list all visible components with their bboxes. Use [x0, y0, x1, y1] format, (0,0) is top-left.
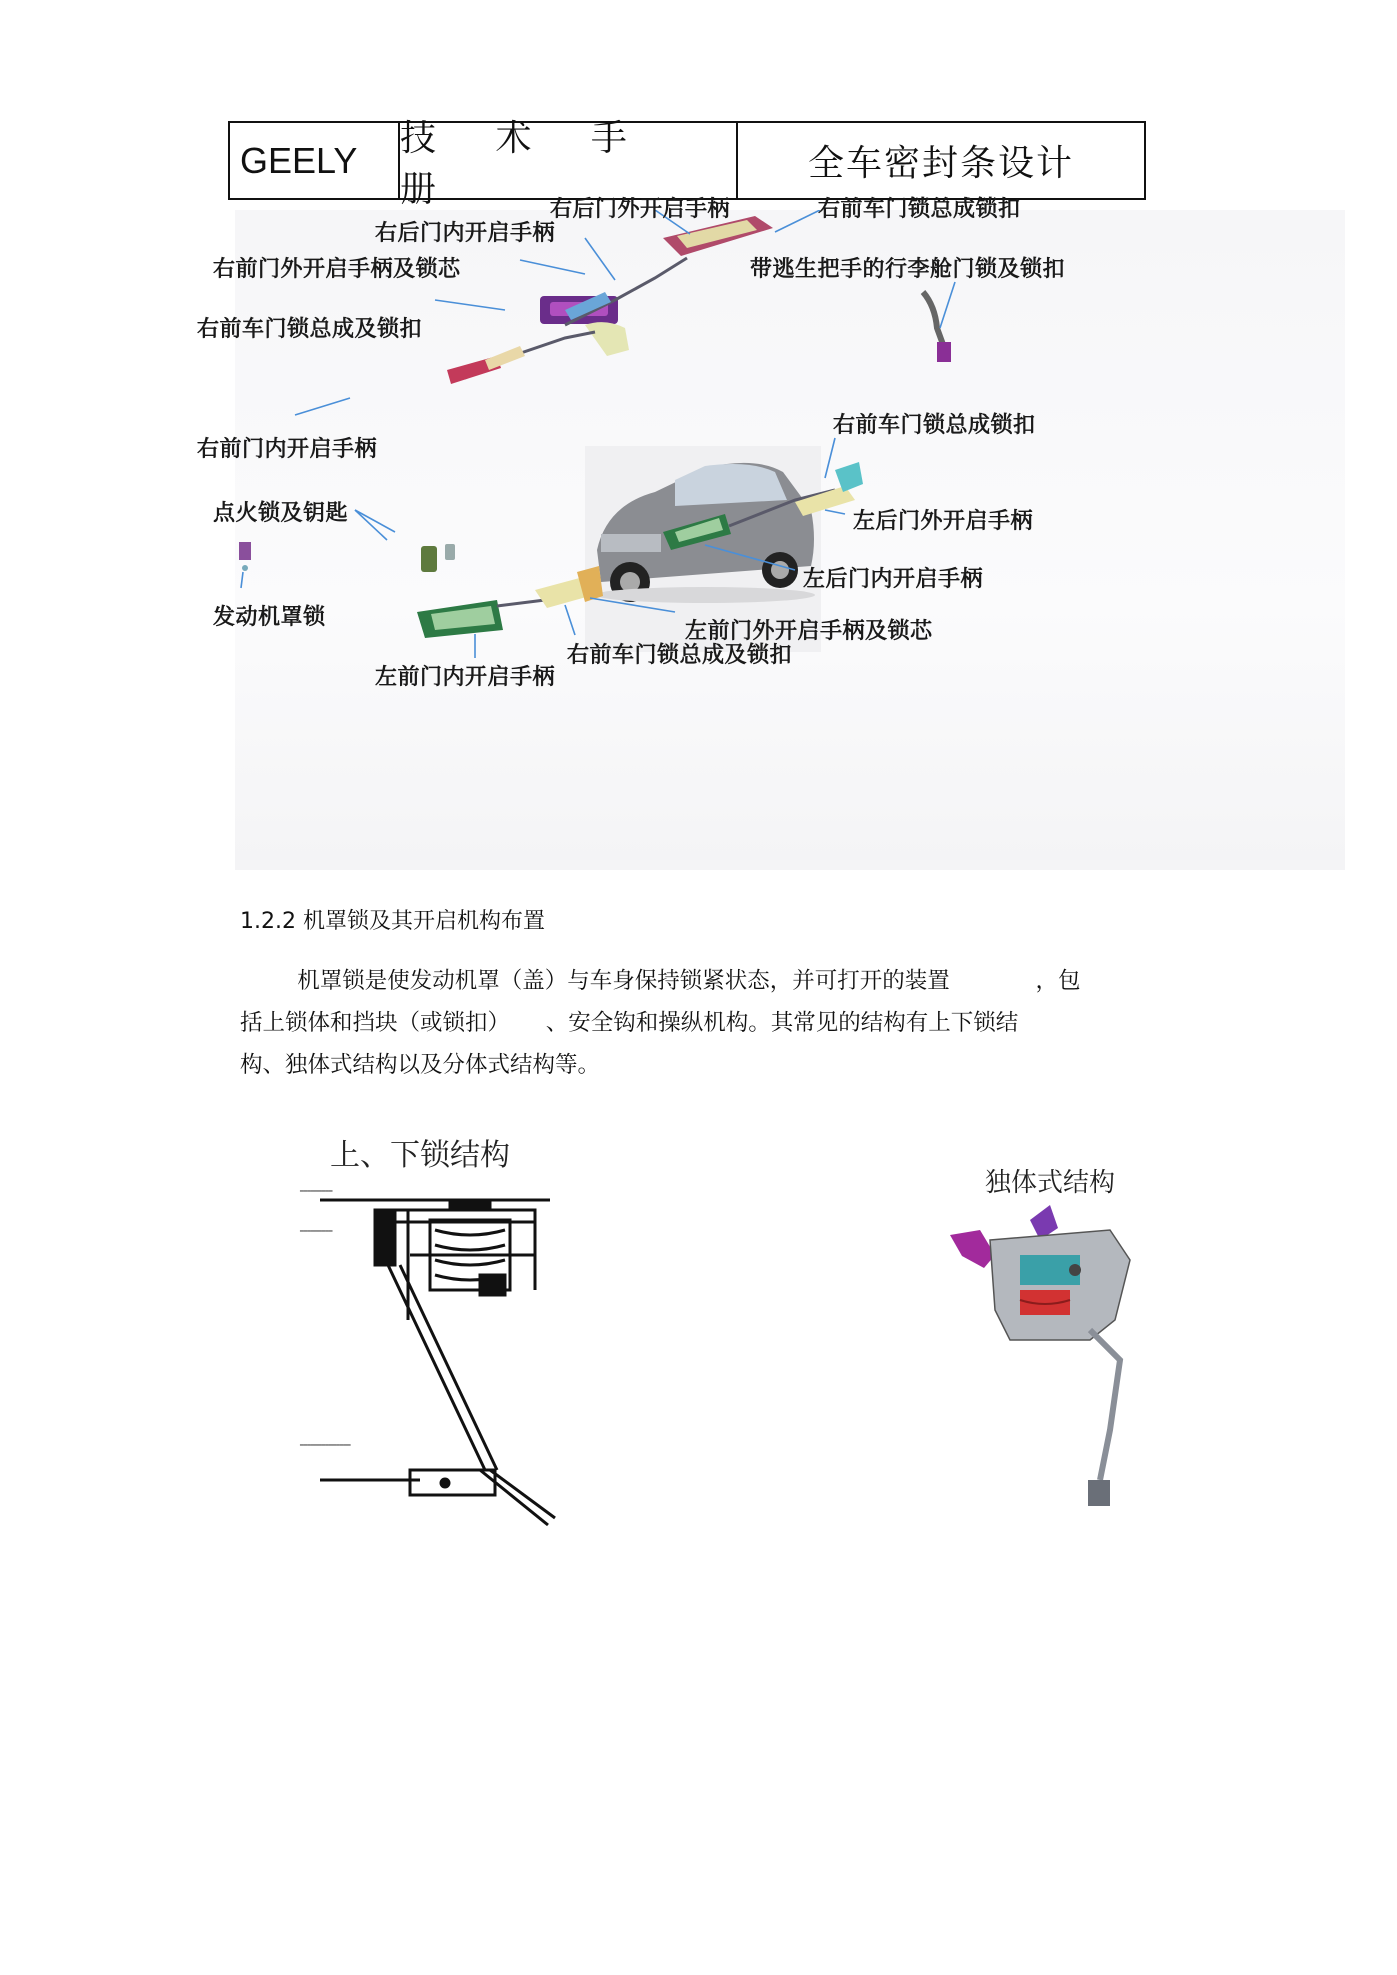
- label-lf-outer-handle-cyl: 左前门外开启手柄及锁芯: [685, 619, 933, 644]
- header-brand: GEELY: [230, 123, 400, 198]
- label-rr-outer-handle: 右后门外开启手柄: [550, 197, 731, 222]
- label-rf-inner-handle: 右前门内开启手柄: [197, 437, 378, 462]
- lock-layout-diagram: [197, 197, 1345, 870]
- label-rf-lock-top-right: 右前车门锁总成锁扣: [818, 197, 1021, 222]
- trunk-lock-part: [923, 292, 951, 362]
- hood-lock-part: [239, 542, 251, 571]
- diagram-graphics: [235, 210, 1345, 870]
- drawing-annotation-3: ━━━━━━━━━━━━━━: [300, 1442, 351, 1449]
- body-paragraph: [240, 960, 1170, 1086]
- rf-lock-left-part: [447, 322, 629, 384]
- figure-left-title: 上、下锁结构: [330, 1138, 510, 1173]
- drawing-annotation-1: ━━━━━━━━━: [300, 1188, 333, 1195]
- drawing-annotation-2: ━━━━━━━━━: [300, 1228, 333, 1235]
- rr-handles-part: [565, 216, 773, 325]
- section-heading: 1.2.2 机罩锁及其开启机构布置: [240, 909, 545, 934]
- label-lr-inner-handle: 左后门内开启手柄: [803, 567, 984, 592]
- header-manual-title: 技 术 手 册: [400, 123, 738, 198]
- header-topic: 全车密封条设计: [807, 143, 1074, 184]
- paragraph-line-3: 构、独体式结构以及分体式结构等。: [240, 1052, 601, 1078]
- ignition-lock-part: [421, 544, 455, 572]
- label-hood-lock: 发动机罩锁: [213, 605, 326, 630]
- paragraph-line-1: 机罩锁是使发动机罩（盖）与车身保持锁紧状态，并可打开的装置 ，包: [240, 968, 1081, 994]
- single-body-lock-drawing: [940, 1200, 1160, 1540]
- label-rf-lock-left: 右前车门锁总成及锁扣: [197, 317, 423, 342]
- paragraph-line-2: 括上锁体和挡块（或锁扣） 、安全钩和操纵机构。其常见的结构有上下锁结: [240, 1010, 1019, 1036]
- figure-right-title: 独体式结构: [985, 1168, 1116, 1198]
- label-rf-outer-handle-cyl: 右前门外开启手柄及锁芯: [213, 257, 461, 282]
- upper-lower-lock-drawing: [300, 1180, 570, 1540]
- lf-handles-part: [417, 566, 603, 638]
- label-lf-inner-handle: 左前门内开启手柄: [375, 665, 556, 690]
- label-rf-lock-mid-right: 右前车门锁总成锁扣: [833, 413, 1036, 438]
- label-lr-outer-handle: 左后门外开启手柄: [853, 509, 1034, 534]
- label-rf-lock-bottom: 右前车门锁总成及锁扣: [567, 643, 793, 668]
- label-rr-inner-handle: 右后门内开启手柄: [375, 221, 556, 246]
- label-trunk-lock: 带逃生把手的行李舱门锁及锁扣: [750, 257, 1066, 282]
- label-ignition: 点火锁及钥匙: [213, 501, 349, 526]
